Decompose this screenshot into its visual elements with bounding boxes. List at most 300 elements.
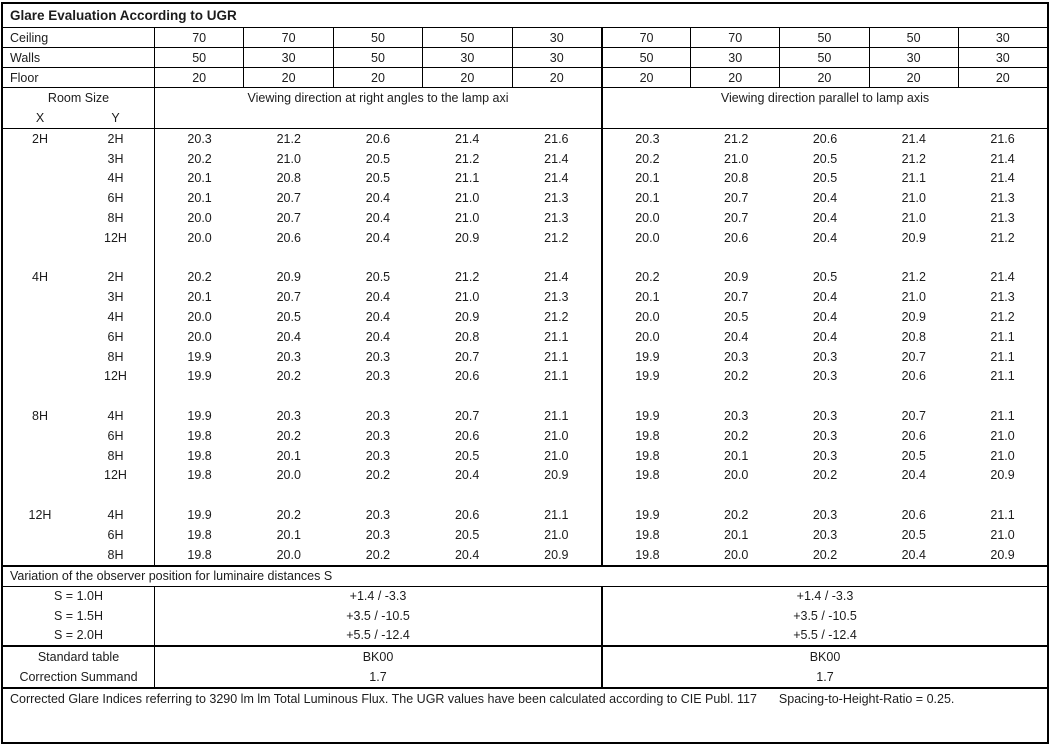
right-angles-value: 1.7 xyxy=(154,667,601,687)
ugr-value: 20.1 xyxy=(635,171,660,186)
ugr-value: 21.4 xyxy=(990,270,1015,285)
table-title-row xyxy=(3,4,1047,28)
ugr-value: 20.5 xyxy=(365,171,391,186)
ugr-value: 20.4 xyxy=(365,310,391,325)
ugr-value: 20.0 xyxy=(187,329,212,344)
ugr-value xyxy=(869,248,958,268)
surface-value: 50 xyxy=(779,28,868,47)
ugr-value: 21.1 xyxy=(544,508,569,523)
ugr-value: 20.9 xyxy=(544,468,569,483)
ugr-value: 21.0 xyxy=(544,527,569,542)
ugr-value: 21.4 xyxy=(990,151,1015,166)
right-angles-group xyxy=(154,525,601,545)
ugr-value xyxy=(958,386,1047,406)
ugr-value: 21.1 xyxy=(544,329,569,344)
ugr-value: 20.4 xyxy=(365,329,391,344)
ugr-value: 21.2 xyxy=(724,131,749,146)
ugr-value: 19.8 xyxy=(635,468,660,483)
parallel-group xyxy=(601,406,1047,426)
parallel-group xyxy=(601,347,1047,367)
parallel-group xyxy=(601,287,1047,307)
right-angles-group xyxy=(154,367,601,387)
ugr-value xyxy=(869,485,958,505)
parallel-group xyxy=(601,248,1047,268)
parallel-value: BK00 xyxy=(601,647,1047,667)
ugr-value: 19.8 xyxy=(187,448,212,463)
ugr-value: 20.0 xyxy=(635,230,660,245)
ugr-value: 20.3 xyxy=(365,349,391,364)
ugr-value: 20.3 xyxy=(812,448,838,463)
ugr-value xyxy=(603,485,692,505)
ugr-value: 20.0 xyxy=(635,310,660,325)
ugr-value: 20.3 xyxy=(365,428,391,443)
row-label: S = 1.0H xyxy=(54,589,103,604)
surface-value: 20 xyxy=(154,68,243,87)
room-y-cell: 6H xyxy=(107,329,124,344)
ugr-value: 21.3 xyxy=(990,290,1015,305)
ugr-value: 21.0 xyxy=(901,211,926,226)
ugr-value: 21.0 xyxy=(990,428,1015,443)
surface-row xyxy=(3,28,1047,48)
ugr-value: 20.9 xyxy=(901,310,926,325)
ugr-value: 21.4 xyxy=(990,171,1015,186)
parallel-value: 1.7 xyxy=(601,667,1047,687)
ugr-value: 19.9 xyxy=(187,508,212,523)
room-y-cell: 4H xyxy=(107,409,124,424)
ugr-value: 20.3 xyxy=(365,409,391,424)
room-y-cell xyxy=(77,248,154,268)
ugr-value: 20.9 xyxy=(901,230,926,245)
ugr-value: 20.4 xyxy=(901,547,926,562)
ugr-value: 21.1 xyxy=(454,171,480,186)
room-y-cell: 8H xyxy=(107,211,124,226)
ugr-value: 20.6 xyxy=(454,369,480,384)
ugr-value: 20.6 xyxy=(901,428,926,443)
ugr-value: 20.1 xyxy=(187,290,212,305)
ugr-value xyxy=(958,485,1047,505)
ugr-value: 21.6 xyxy=(990,131,1015,146)
ugr-value: 20.6 xyxy=(454,508,480,523)
ugr-value: 21.2 xyxy=(901,270,926,285)
ugr-value: 20.5 xyxy=(724,310,749,325)
ugr-value: 20.0 xyxy=(724,468,749,483)
ugr-value: 20.4 xyxy=(454,547,480,562)
ugr-value: 20.5 xyxy=(365,151,391,166)
ugr-value: 21.0 xyxy=(724,151,749,166)
right-angles-group xyxy=(154,505,601,525)
ugr-value: 20.2 xyxy=(635,270,660,285)
room-y-cell: 2H xyxy=(107,270,124,285)
surface-value: 70 xyxy=(601,28,690,47)
ugr-value: 19.8 xyxy=(635,527,660,542)
ugr-value xyxy=(333,248,422,268)
ugr-value: 21.3 xyxy=(544,211,569,226)
ugr-value: 20.1 xyxy=(276,448,301,463)
ugr-value: 20.9 xyxy=(454,310,480,325)
ugr-value: 20.9 xyxy=(990,547,1015,562)
column-header-row xyxy=(3,88,1047,129)
ugr-value: 20.3 xyxy=(812,369,838,384)
ugr-value: 21.2 xyxy=(544,230,569,245)
ugr-value: 20.5 xyxy=(812,171,838,186)
room-x-cell xyxy=(3,367,77,387)
surface-row xyxy=(3,48,1047,68)
room-y-cell: 4H xyxy=(107,310,124,325)
ugr-value: 20.2 xyxy=(187,270,212,285)
ugr-value: 21.0 xyxy=(990,527,1015,542)
wide-row xyxy=(3,587,1047,607)
surface-label: Walls xyxy=(10,50,41,65)
ugr-row xyxy=(3,347,1047,367)
room-y-cell: 6H xyxy=(107,428,124,443)
ugr-value: 20.9 xyxy=(544,547,569,562)
ugr-value: 21.4 xyxy=(454,131,480,146)
ugr-row xyxy=(3,248,1047,268)
ugr-value: 20.2 xyxy=(812,547,838,562)
parallel-group xyxy=(601,525,1047,545)
ugr-value: 20.7 xyxy=(276,290,301,305)
ugr-value: 20.7 xyxy=(724,290,749,305)
ugr-value: 21.1 xyxy=(544,409,569,424)
ugr-value: 21.1 xyxy=(990,409,1015,424)
right-angles-group xyxy=(154,149,601,169)
room-y-cell: 12H xyxy=(104,230,127,245)
ugr-value: 20.2 xyxy=(635,151,660,166)
ugr-value xyxy=(512,248,601,268)
parallel-group xyxy=(601,169,1047,189)
ugr-value xyxy=(781,386,870,406)
ugr-value: 21.2 xyxy=(990,310,1015,325)
ugr-value: 21.4 xyxy=(544,151,569,166)
ugr-value: 20.3 xyxy=(812,527,838,542)
room-x-cell xyxy=(3,307,77,327)
right-angles-group xyxy=(154,485,601,505)
ugr-value xyxy=(692,248,781,268)
ugr-value: 20.4 xyxy=(276,329,301,344)
ugr-value: 20.0 xyxy=(635,211,660,226)
room-x-cell xyxy=(3,466,77,486)
ugr-value: 19.9 xyxy=(635,349,660,364)
surface-value: 20 xyxy=(512,68,601,87)
ugr-row xyxy=(3,268,1047,288)
ugr-row xyxy=(3,505,1047,525)
ugr-value: 20.3 xyxy=(635,131,660,146)
ugr-value: 20.6 xyxy=(812,131,838,146)
surface-value: 20 xyxy=(958,68,1047,87)
ugr-value: 19.8 xyxy=(187,527,212,542)
ugr-value: 20.5 xyxy=(276,310,301,325)
room-y-cell: 3H xyxy=(107,290,124,305)
ugr-value: 20.9 xyxy=(990,468,1015,483)
right-angles-group xyxy=(154,386,601,406)
surface-value: 70 xyxy=(690,28,779,47)
ugr-value: 20.6 xyxy=(724,230,749,245)
ugr-value: 20.2 xyxy=(365,547,391,562)
ugr-value: 20.2 xyxy=(365,468,391,483)
ugr-value: 19.9 xyxy=(635,508,660,523)
ugr-value: 20.4 xyxy=(812,191,838,206)
ugr-value: 20.6 xyxy=(454,428,480,443)
ugr-value xyxy=(781,485,870,505)
room-x-cell xyxy=(3,188,77,208)
room-x-cell xyxy=(3,327,77,347)
surface-value: 50 xyxy=(154,48,243,67)
ugr-value: 20.9 xyxy=(276,270,301,285)
ugr-value: 21.4 xyxy=(901,131,926,146)
surface-value: 50 xyxy=(333,48,422,67)
ugr-value: 20.6 xyxy=(365,131,391,146)
ugr-row xyxy=(3,307,1047,327)
footer-note xyxy=(3,687,1047,742)
ugr-value: 20.8 xyxy=(276,171,301,186)
ugr-value: 20.4 xyxy=(812,310,838,325)
ugr-value: 20.4 xyxy=(812,329,838,344)
ugr-value: 21.0 xyxy=(901,290,926,305)
ugr-value: 20.1 xyxy=(187,191,212,206)
variation-values-section xyxy=(3,587,1047,646)
ugr-value xyxy=(333,386,422,406)
ugr-value xyxy=(603,248,692,268)
parallel-group xyxy=(601,505,1047,525)
ugr-value: 20.3 xyxy=(365,527,391,542)
surface-row xyxy=(3,68,1047,88)
ugr-value: 20.4 xyxy=(454,468,480,483)
y-column-label: Y xyxy=(111,111,120,125)
right-angles-value: +5.5 / -12.4 xyxy=(154,626,601,646)
right-angles-group xyxy=(154,426,601,446)
ugr-row xyxy=(3,406,1047,426)
right-angles-group xyxy=(154,545,601,565)
ugr-value: 20.5 xyxy=(901,527,926,542)
ugr-row xyxy=(3,525,1047,545)
parallel-group xyxy=(601,545,1047,565)
room-y-cell: 6H xyxy=(107,527,124,542)
ugr-value: 20.3 xyxy=(276,409,301,424)
surface-value: 50 xyxy=(422,28,511,47)
ugr-value: 21.1 xyxy=(901,171,926,186)
right-angles-group xyxy=(154,466,601,486)
right-angles-group xyxy=(154,347,601,367)
ugr-value: 20.3 xyxy=(812,349,838,364)
room-x-cell xyxy=(3,228,77,248)
ugr-row xyxy=(3,446,1047,466)
surface-value: 20 xyxy=(333,68,422,87)
room-y-cell: 2H xyxy=(107,131,124,146)
ugr-value: 20.0 xyxy=(187,211,212,226)
surface-value: 50 xyxy=(779,48,868,67)
parallel-group xyxy=(601,466,1047,486)
xy-header xyxy=(3,108,154,128)
room-y-cell: 3H xyxy=(107,151,124,166)
ugr-value: 20.2 xyxy=(276,508,301,523)
ugr-value: 20.3 xyxy=(812,508,838,523)
row-label: Standard table xyxy=(37,650,120,665)
ugr-value: 20.6 xyxy=(901,508,926,523)
x-column-label: X xyxy=(35,111,45,125)
surface-value: 50 xyxy=(601,48,690,67)
ugr-value: 21.0 xyxy=(276,151,301,166)
wide-row xyxy=(3,626,1047,646)
ugr-value: 20.5 xyxy=(454,527,480,542)
room-x-cell xyxy=(3,386,77,406)
ugr-value: 19.8 xyxy=(635,547,660,562)
surface-value: 30 xyxy=(958,28,1047,47)
room-x-cell xyxy=(3,525,77,545)
right-angles-group xyxy=(154,327,601,347)
room-y-cell: 8H xyxy=(107,448,124,463)
room-size-header xyxy=(3,88,154,128)
room-y-cell: 6H xyxy=(107,191,124,206)
ugr-values-section xyxy=(3,129,1047,565)
room-y-cell: 4H xyxy=(107,171,124,186)
ugr-value: 20.2 xyxy=(724,508,749,523)
room-y-cell xyxy=(77,386,154,406)
ugr-value: 20.4 xyxy=(812,211,838,226)
ugr-value: 19.9 xyxy=(187,409,212,424)
ugr-value: 21.1 xyxy=(544,349,569,364)
room-x-cell xyxy=(3,426,77,446)
ugr-value: 20.4 xyxy=(901,468,926,483)
ugr-value: 20.4 xyxy=(365,191,391,206)
room-y-cell xyxy=(77,485,154,505)
surface-value: 20 xyxy=(869,68,958,87)
right-angles-group xyxy=(154,129,601,149)
parallel-group xyxy=(601,426,1047,446)
room-x-cell: 12H xyxy=(28,508,52,523)
ugr-value: 19.8 xyxy=(187,468,212,483)
ugr-value xyxy=(423,386,512,406)
ugr-value: 21.0 xyxy=(544,448,569,463)
ugr-value: 21.0 xyxy=(990,448,1015,463)
ugr-value: 20.3 xyxy=(365,508,391,523)
right-angles-group xyxy=(154,307,601,327)
wide-row xyxy=(3,606,1047,626)
ugr-row xyxy=(3,169,1047,189)
ugr-value xyxy=(692,485,781,505)
parallel-value: +3.5 / -10.5 xyxy=(601,606,1047,626)
right-angles-group xyxy=(154,169,601,189)
surface-reflectance-section xyxy=(3,28,1047,88)
ugr-value xyxy=(692,386,781,406)
room-x-cell xyxy=(3,545,77,565)
right-angles-header: Viewing direction at right angles to the lamp axi xyxy=(154,88,601,128)
ugr-value: 20.0 xyxy=(187,310,212,325)
room-x-cell xyxy=(3,208,77,228)
ugr-value: 21.2 xyxy=(454,270,480,285)
ugr-value: 20.4 xyxy=(365,230,391,245)
ugr-value: 21.0 xyxy=(544,428,569,443)
summary-section xyxy=(3,645,1047,687)
ugr-value: 20.2 xyxy=(187,151,212,166)
room-x-cell xyxy=(3,248,77,268)
ugr-value: 21.2 xyxy=(276,131,301,146)
ugr-value xyxy=(423,485,512,505)
parallel-group xyxy=(601,446,1047,466)
parallel-header: Viewing direction parallel to lamp axis xyxy=(601,88,1047,128)
ugr-value: 20.1 xyxy=(276,527,301,542)
room-y-cell: 12H xyxy=(104,468,127,483)
room-y-cell: 4H xyxy=(107,508,124,523)
ugr-value: 21.2 xyxy=(901,151,926,166)
right-angles-value: BK00 xyxy=(154,647,601,667)
ugr-value: 21.4 xyxy=(544,171,569,186)
ugr-value: 20.8 xyxy=(901,329,926,344)
ugr-value: 21.1 xyxy=(990,369,1015,384)
room-x-cell: 8H xyxy=(32,409,48,424)
room-y-cell: 8H xyxy=(107,547,124,562)
right-angles-group xyxy=(154,287,601,307)
footer-text: Corrected Glare Indices referring to 3290 lm lm Total Luminous Flux. The UGR values have been calculated according to CIE Publ. 117 xyxy=(10,692,757,707)
ugr-value: 20.1 xyxy=(187,171,212,186)
parallel-value: +5.5 / -12.4 xyxy=(601,626,1047,646)
parallel-group xyxy=(601,268,1047,288)
ugr-value xyxy=(333,485,422,505)
right-angles-group xyxy=(154,406,601,426)
ugr-value: 20.0 xyxy=(187,230,212,245)
ugr-row xyxy=(3,466,1047,486)
room-x-cell xyxy=(3,169,77,189)
room-y-cell: 12H xyxy=(104,369,127,384)
ugr-value: 19.8 xyxy=(635,428,660,443)
room-x-cell: 4H xyxy=(32,270,48,285)
ugr-value xyxy=(869,386,958,406)
ugr-value: 20.9 xyxy=(724,270,749,285)
surface-value: 20 xyxy=(779,68,868,87)
right-angles-value: +3.5 / -10.5 xyxy=(154,606,601,626)
row-label: Correction Summand xyxy=(19,670,138,685)
ugr-value: 20.3 xyxy=(812,409,838,424)
ugr-value: 20.7 xyxy=(276,191,301,206)
surface-label: Ceiling xyxy=(10,30,49,45)
ugr-value: 20.5 xyxy=(901,448,926,463)
ugr-value: 20.4 xyxy=(365,211,391,226)
surface-value: 50 xyxy=(333,28,422,47)
ugr-value: 20.7 xyxy=(454,409,480,424)
ugr-row xyxy=(3,287,1047,307)
ugr-value: 20.1 xyxy=(724,527,749,542)
ugr-value: 20.5 xyxy=(454,448,480,463)
ugr-value: 21.3 xyxy=(544,191,569,206)
ugr-value: 20.3 xyxy=(724,349,749,364)
ugr-value: 20.7 xyxy=(276,211,301,226)
ugr-value: 20.4 xyxy=(365,290,391,305)
ugr-value xyxy=(244,248,333,268)
row-label: S = 2.0H xyxy=(54,628,103,643)
variation-section-label: Variation of the observer position for luminaire distances S xyxy=(3,565,1047,587)
right-angles-group xyxy=(154,248,601,268)
room-x-cell xyxy=(3,446,77,466)
ugr-row xyxy=(3,485,1047,505)
ugr-row xyxy=(3,149,1047,169)
parallel-group xyxy=(601,129,1047,149)
ugr-value: 19.9 xyxy=(187,369,212,384)
ugr-value: 20.5 xyxy=(365,270,391,285)
surface-value: 30 xyxy=(690,48,779,67)
surface-value: 30 xyxy=(869,48,958,67)
parallel-group xyxy=(601,485,1047,505)
ugr-value: 20.7 xyxy=(901,349,926,364)
ugr-value: 20.1 xyxy=(635,191,660,206)
right-angles-group xyxy=(154,446,601,466)
ugr-value: 20.6 xyxy=(276,230,301,245)
ugr-row xyxy=(3,228,1047,248)
ugr-row xyxy=(3,327,1047,347)
ugr-value: 20.7 xyxy=(724,211,749,226)
surface-value: 20 xyxy=(601,68,690,87)
ugr-value: 20.6 xyxy=(901,369,926,384)
ugr-value xyxy=(155,386,244,406)
ugr-value: 20.3 xyxy=(812,428,838,443)
